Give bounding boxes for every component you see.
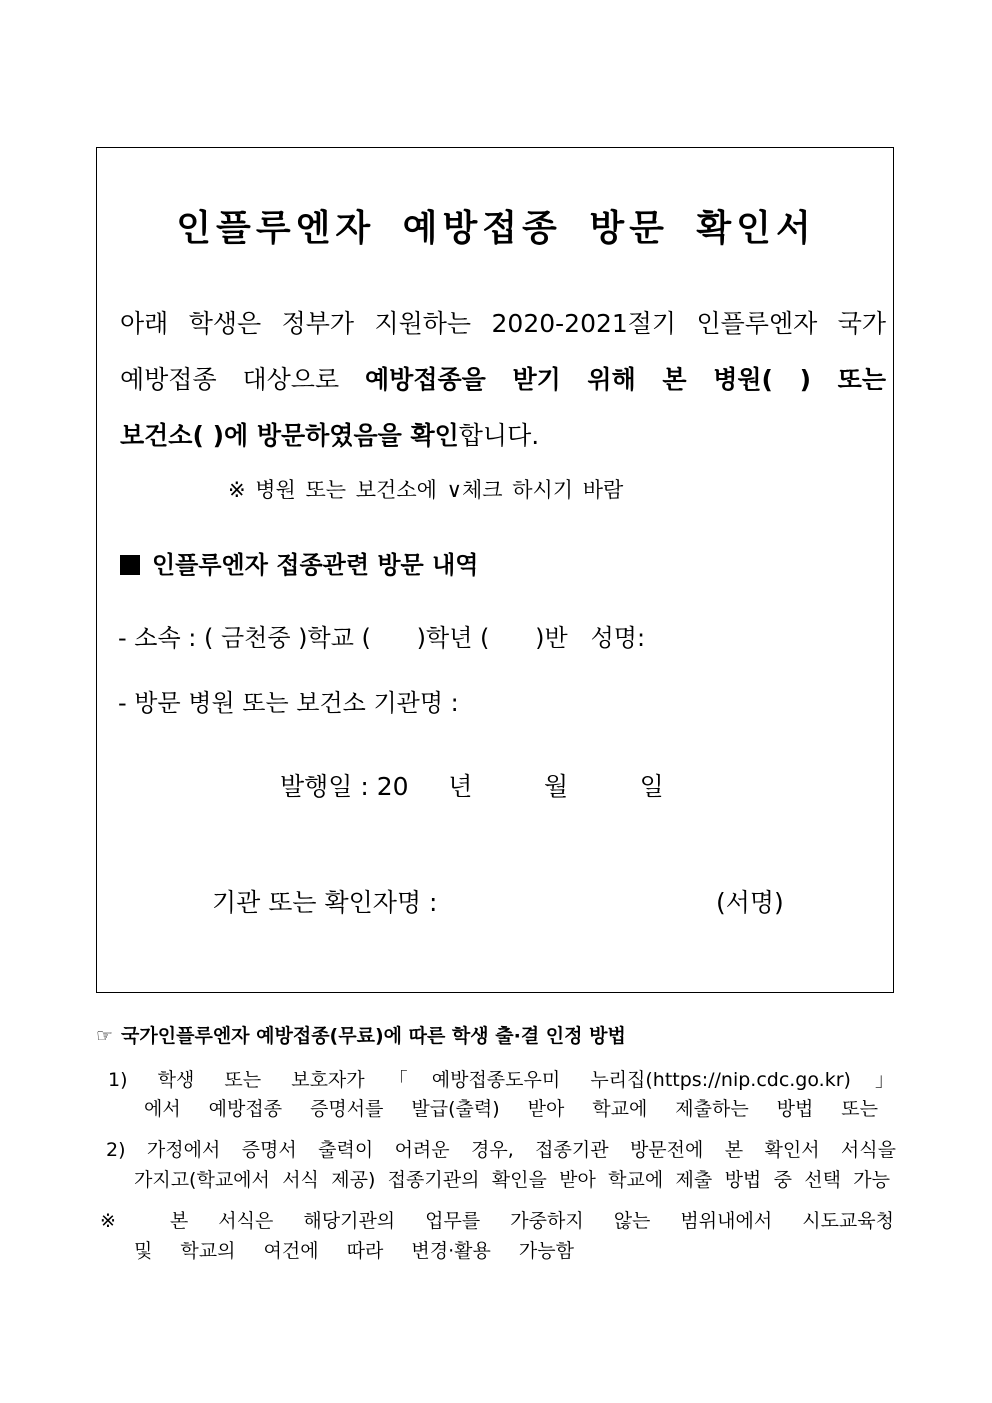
intro-line-1: 아래 학생은 정부가 지원하는 2020-2021절기 인플루엔자 국가: [120, 309, 886, 338]
intro-line-2-text: 예방접종 대상으로: [120, 365, 366, 394]
footer-note-line-1: ※ 본 서식은 해당기관의 업무를 가중하지 않는 범위내에서 시도교육청: [100, 1210, 894, 1232]
pointing-hand-icon: ☞: [96, 1025, 114, 1047]
check-note: ※ 병원 또는 보건소에 ∨체크 하시기 바람: [228, 478, 624, 502]
issue-date: 발행일 : 20 년 월 일: [280, 772, 664, 801]
confirmer-label: 기관 또는 확인자명 :: [212, 888, 438, 917]
footer-item-1-line-2: 에서 예방접종 증명서를 발급(출력) 받아 학교에 제출하는 방법 또는: [144, 1098, 878, 1120]
intro-line-2-bold: 예방접종을 받기 위해 본 병원( ) 또는: [365, 365, 886, 394]
section-heading: [120, 545, 478, 580]
document-title: 인플루엔자 예방접종 방문 확인서: [176, 208, 816, 249]
footer-heading: [96, 1021, 626, 1048]
footer-heading-text: 국가인플루엔자 예방접종(무료)에 따른 학생 출·결 인정 방법: [121, 1025, 626, 1047]
intro-line-3-text: 합니다.: [458, 421, 540, 450]
square-bullet-icon: [120, 555, 140, 575]
footer-item-1-line-1: 1) 학생 또는 보호자가「예방접종도우미 누리집(https://nip.cdc.go.kr)」: [108, 1069, 894, 1091]
section-title: 인플루엔자 접종관련 방문 내역: [152, 551, 479, 579]
affiliation-line: - 소속 : ( 금천중 )학교 ( )학년 ( )반 성명:: [118, 624, 646, 652]
footer-item-2-line-2: 가지고(학교에서 서식 제공) 접종기관의 확인을 받아 학교에 제출 방법 중 선택 가능: [134, 1169, 890, 1191]
footer-note-line-2: 및 학교의 여건에 따라 변경·활용 가능함: [134, 1240, 574, 1262]
signature-label: (서명): [716, 888, 784, 917]
intro-line-2: [120, 360, 886, 396]
intro-line-3: [120, 416, 886, 452]
intro-line-3-bold: 보건소( )에 방문하였음을 확인: [120, 421, 459, 450]
visit-institution-line: - 방문 병원 또는 보건소 기관명 :: [118, 689, 459, 717]
footer-item-2-line-1: 2) 가정에서 증명서 출력이 어려운 경우, 접종기관 방문전에 본 확인서 서식을: [106, 1139, 896, 1161]
